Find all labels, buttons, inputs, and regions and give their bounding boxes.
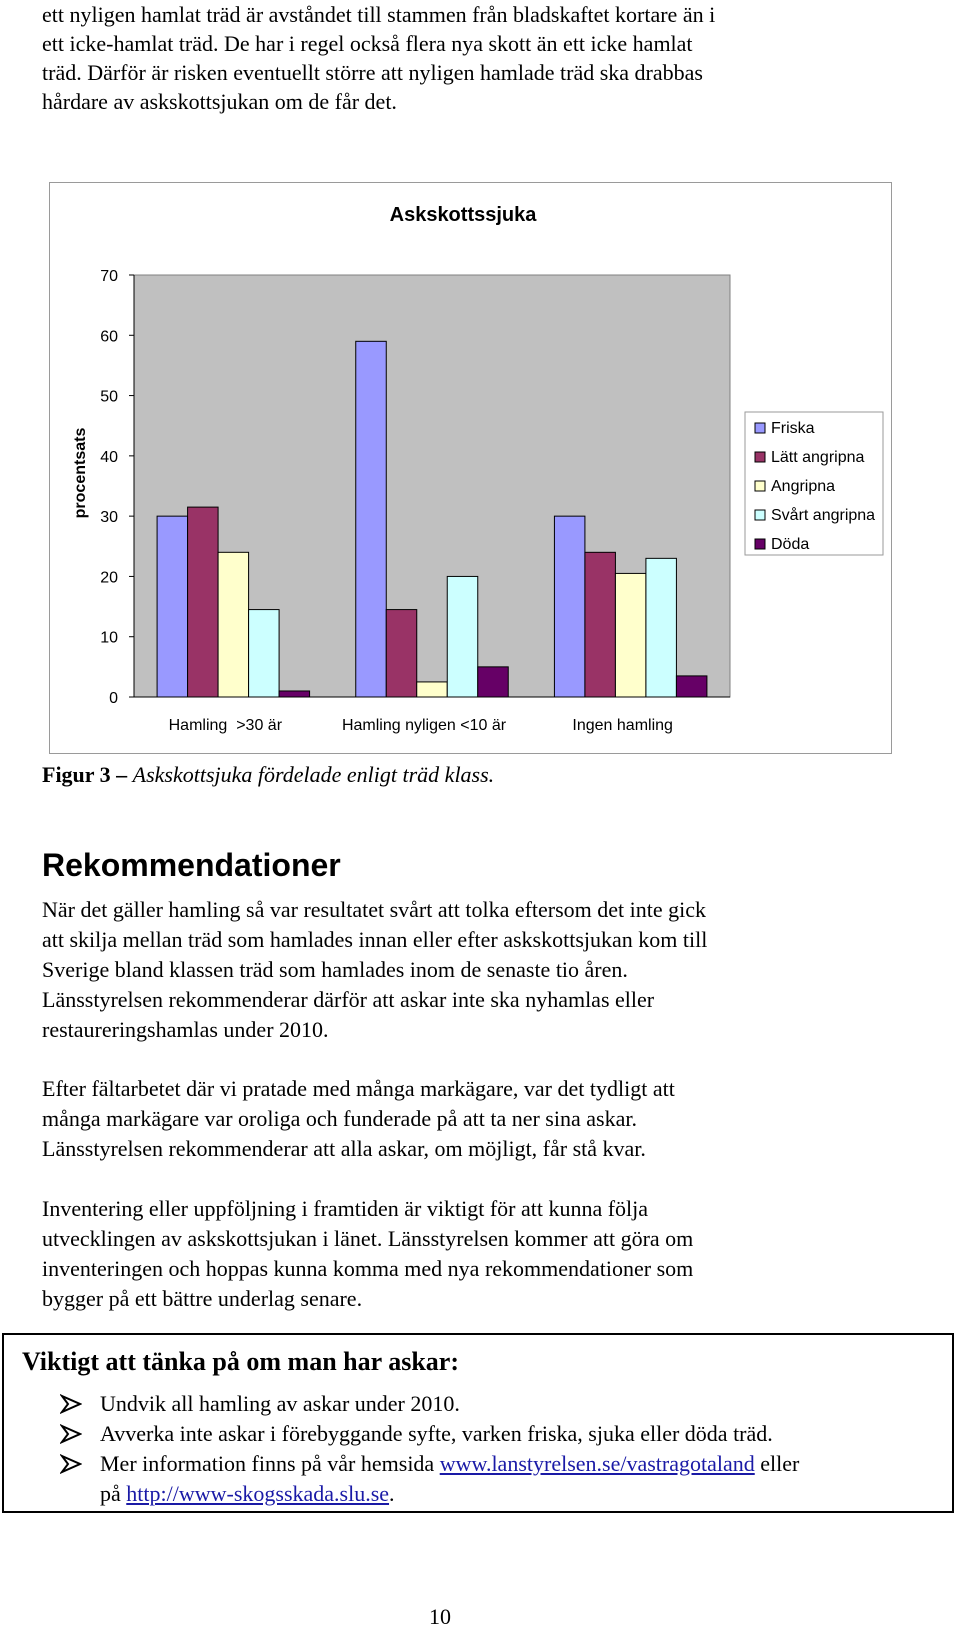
tip-item [60,1389,799,1419]
x-tick-label: Hamling >30 är [168,717,283,734]
intro-line: hårdare av askskottsjukan om de får det. [42,89,397,114]
tip-item [60,1419,799,1449]
tip-item-text: . [389,1481,395,1506]
page-number: 10 [429,1604,451,1629]
legend-swatch [755,423,765,433]
arrow-bullet-icon [60,1454,82,1474]
y-tick-label: 0 [109,690,118,707]
lansstyrelsen-link[interactable]: www.lanstyrelsen.se/vastragotaland [439,1451,755,1476]
y-tick-label: 70 [100,268,118,285]
tip-item-text: Mer information finns på vår hemsida [100,1451,440,1476]
y-axis-label: procentsats [72,427,89,519]
intro-line: träd. Därför är risken eventuellt större att nyligen hamlade träd ska drabbas [42,60,703,85]
paragraph-line: restaureringshamlas under 2010. [42,1017,329,1042]
intro-paragraph [42,0,922,116]
legend-label: Angripna [771,478,836,495]
y-tick-label: 20 [100,569,118,587]
bar-latt-angripna [585,552,616,697]
legend-swatch [755,481,765,491]
x-tick-label: Hamling nyligen <10 är [341,717,507,734]
y-tick-label: 50 [100,388,118,406]
bar-angripna [417,682,448,697]
arrow-bullet-icon [60,1424,82,1444]
legend-swatch [755,510,765,520]
bar-latt-angripna [386,610,417,697]
arrow-bullet-icon [60,1394,82,1414]
legend-swatch [755,539,765,549]
paragraph-line: När det gäller hamling så var resultatet svårt att tolka eftersom det inte gick [42,897,707,922]
section-heading: Rekommendationer [42,847,341,883]
figure-caption [42,762,494,788]
chart-title: Askskottssjuka [389,204,537,226]
tip-list [60,1389,799,1509]
paragraph-hamling [42,895,902,1045]
bar-doda [279,691,310,697]
paragraph-line: Länsstyrelsen rekommenderar därför att askar inte ska nyhamlas eller [42,987,655,1012]
figure-caption-text: Askskottsjuka fördelade enligt träd klass. [132,762,495,787]
tip-item-text: Avverka inte askar i förebyggande syfte, varken friska, sjuka eller döda träd. [100,1421,773,1446]
legend-label: Svårt angripna [771,507,876,524]
chart-frame [49,182,892,754]
paragraph-line: Länsstyrelsen rekommenderar att alla askar, om möjligt, får stå kvar. [42,1136,646,1161]
tip-item-text: Undvik all hamling av askar under 2010. [100,1391,460,1416]
y-tick-label: 30 [100,509,118,527]
x-tick-label: Ingen hamling [572,717,673,734]
skogsskada-link[interactable]: http://www-skogsskada.slu.se [126,1481,390,1506]
bar-svart-angripna [249,610,279,697]
y-tick-label: 60 [100,328,118,346]
paragraph-inventering [42,1194,902,1314]
bar-angripna [615,573,646,697]
paragraph-line: utvecklingen av askskottsjukan i länet. Länsstyrelsen kommer att göra om [42,1226,694,1251]
tip-item-text: på [100,1481,127,1506]
bar-latt-angripna [188,507,219,697]
tip-item-text: eller [754,1451,800,1476]
bar-friska [356,341,387,697]
legend-label: Döda [771,536,810,553]
bar-chart [50,183,891,753]
paragraph-line: många markägare var oroliga och funderade på att ta ner sina askar. [42,1106,637,1131]
bar-angripna [218,552,249,697]
legend-label: Friska [771,420,815,437]
figure-label: Figur 3 [42,762,111,787]
tip-item [60,1449,799,1479]
intro-line: ett nyligen hamlat träd är avståndet till stammen från bladskaftet kortare än i [42,2,716,27]
paragraph-markagare [42,1074,902,1164]
y-tick-label: 10 [100,629,118,647]
y-tick-label: 40 [100,448,118,466]
legend-label: Lätt angripna [771,449,865,466]
paragraph-line: bygger på ett bättre underlag senare. [42,1286,363,1311]
paragraph-line: att skilja mellan träd som hamlades innan eller efter askskottsjukan kom till [42,927,708,952]
bar-doda [676,676,707,697]
paragraph-line: inventeringen och hoppas kunna komma med nya rekommendationer som [42,1256,694,1281]
tip-item-continuation [60,1479,799,1509]
tip-box-title: Viktigt att tänka på om man har askar: [22,1347,459,1376]
legend-swatch [755,452,765,462]
bar-doda [478,667,509,697]
bar-svart-angripna [646,558,677,697]
intro-line: ett icke-hamlat träd. De har i regel också flera nya skott än ett icke hamlat [42,31,693,56]
bar-friska [157,516,188,697]
bar-friska [554,516,585,697]
tip-box [2,1333,954,1513]
figure-dash: – [110,762,133,787]
paragraph-line: Inventering eller uppföljning i framtiden är viktigt för att kunna följa [42,1196,649,1221]
paragraph-line: Sverige bland klassen träd som hamlades inom de senaste tio åren. [42,957,628,982]
bar-svart-angripna [447,576,478,697]
paragraph-line: Efter fältarbetet där vi pratade med många markägare, var det tydligt att [42,1076,675,1101]
